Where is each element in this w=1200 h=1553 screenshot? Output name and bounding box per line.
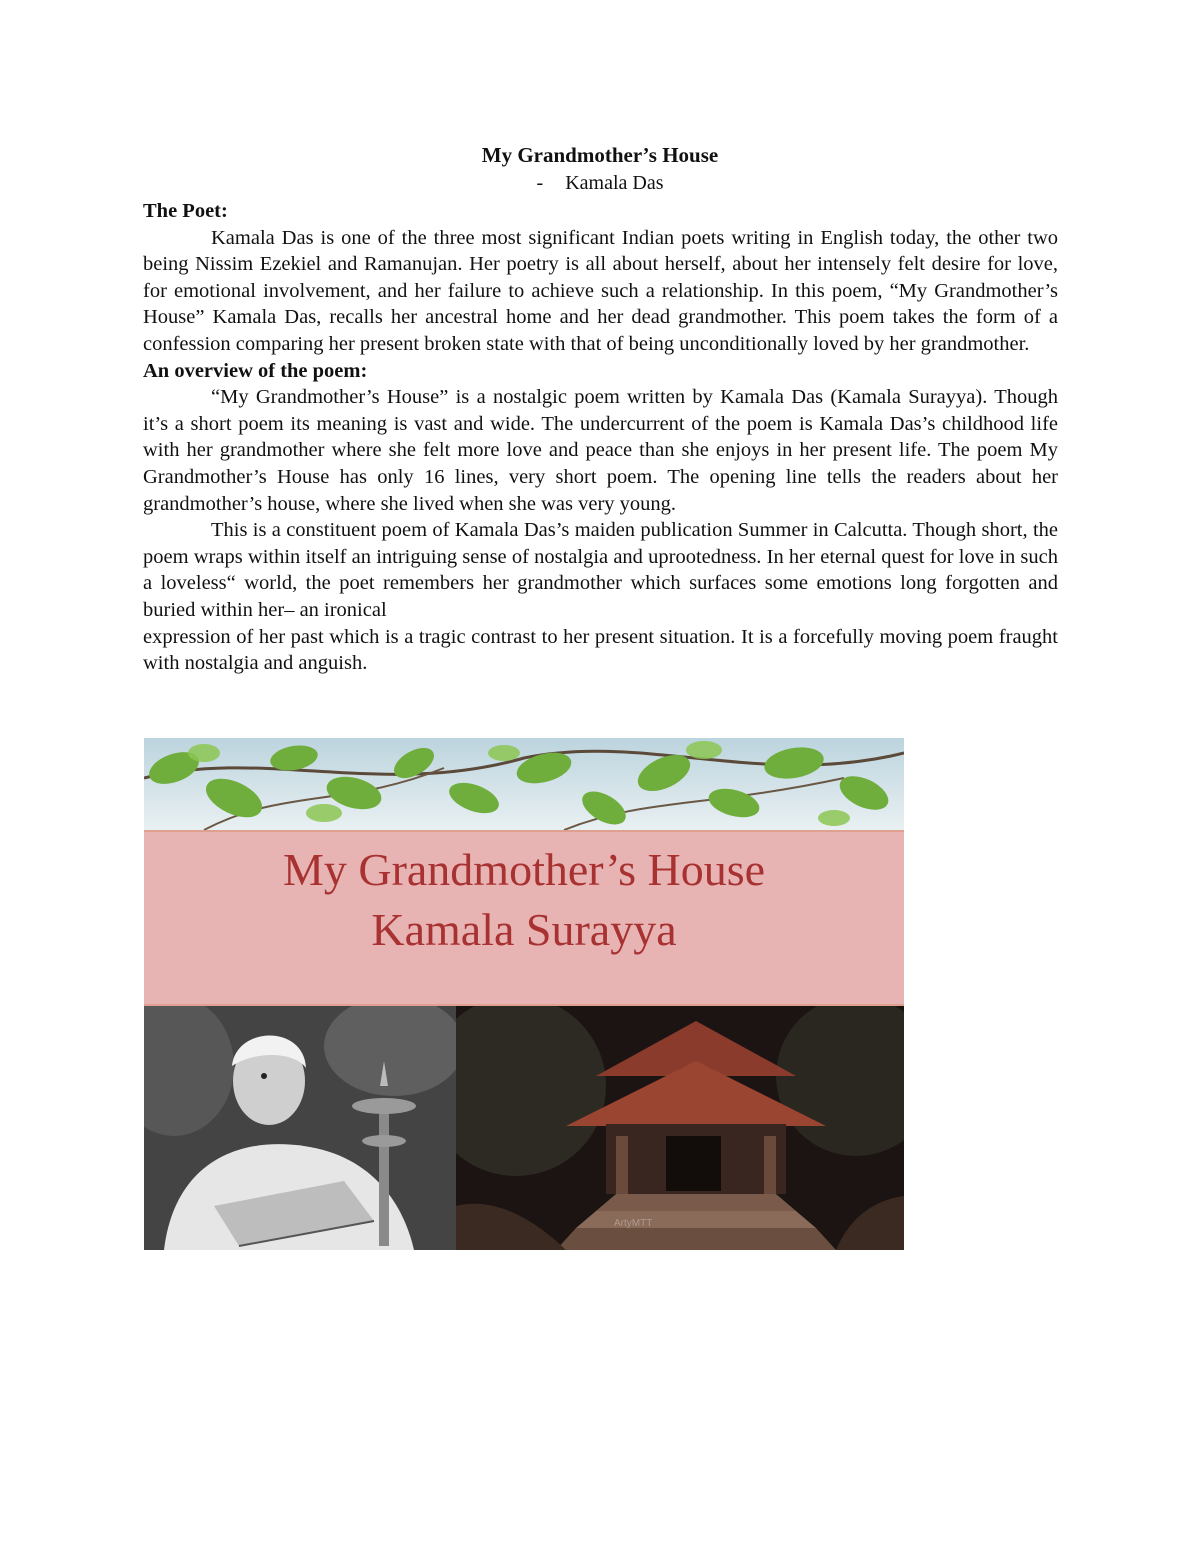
banner-subtitle: Kamala Surayya (371, 904, 677, 955)
section-heading-overview: An overview of the poem: (143, 359, 368, 382)
title-banner (144, 830, 904, 1006)
ancestral-house-illustration (456, 1006, 904, 1250)
section-heading-poet: The Poet: (143, 200, 228, 222)
byline-dash: - (536, 172, 544, 194)
author-name: Kamala Das (565, 172, 664, 194)
paragraph-overview-2: This is a constituent poem of Kamala Das’s maiden publication Summer in Calcutta. Though short, the poem wraps within itself an intriguing sense of nostalgia and uprootedness. In her eternal quest for love in such a loveless“ world, the poet remembers her grandmother which surfaces some emotions long forgotten and buried within her– an ironical (143, 519, 1058, 621)
paragraph-overview-1: “My Grandmother’s House” is a nostalgic poem written by Kamala Das (Kamala Surayya). Though it’s a short poem its meaning is vast and wide. The undercurrent of the poem is Kamala Das’s childhood life with her grandmother where she felt more love and peace than she enjoys in her present life. The poem My Grandmother’s House has only 16 lines, very short poem. The opening line tells the readers about her grandmother’s house, where she lived when she was very young. (143, 386, 1058, 515)
paragraph-overview-3: expression of her past which is a tragic contrast to her present situation. It is a forcefully moving poem fraught with nostalgia and anguish. (143, 625, 1058, 675)
paragraph-poet: Kamala Das is one of the three most significant Indian poets writing in English today, the other two being Nissim Ezekiel and Ramanujan. Her poetry is all about herself, about her intensely felt desire for love, for emotional involvement, and her failure to achieve such a relationship. In this poem, “My Grandmother’s House” Kamala Das, recalls her ancestral home and her dead grandmother. This poem takes the form of a confession comparing her present broken state with that of being unconditionally loved by her grandmother. (143, 226, 1058, 355)
poet-photo (144, 1006, 456, 1250)
leaves-illustration (144, 738, 904, 830)
poet-reading-illustration (144, 1006, 456, 1250)
document-title: My Grandmother’s House (481, 143, 719, 167)
image-watermark: ArtyMTT (614, 1218, 653, 1229)
document-body (143, 198, 1058, 677)
poem-cover-image (144, 738, 904, 1250)
leaves-header-image (144, 738, 904, 830)
house-photo (456, 1006, 904, 1250)
banner-title: My Grandmother’s House (282, 844, 766, 895)
author-byline (0, 170, 1200, 196)
